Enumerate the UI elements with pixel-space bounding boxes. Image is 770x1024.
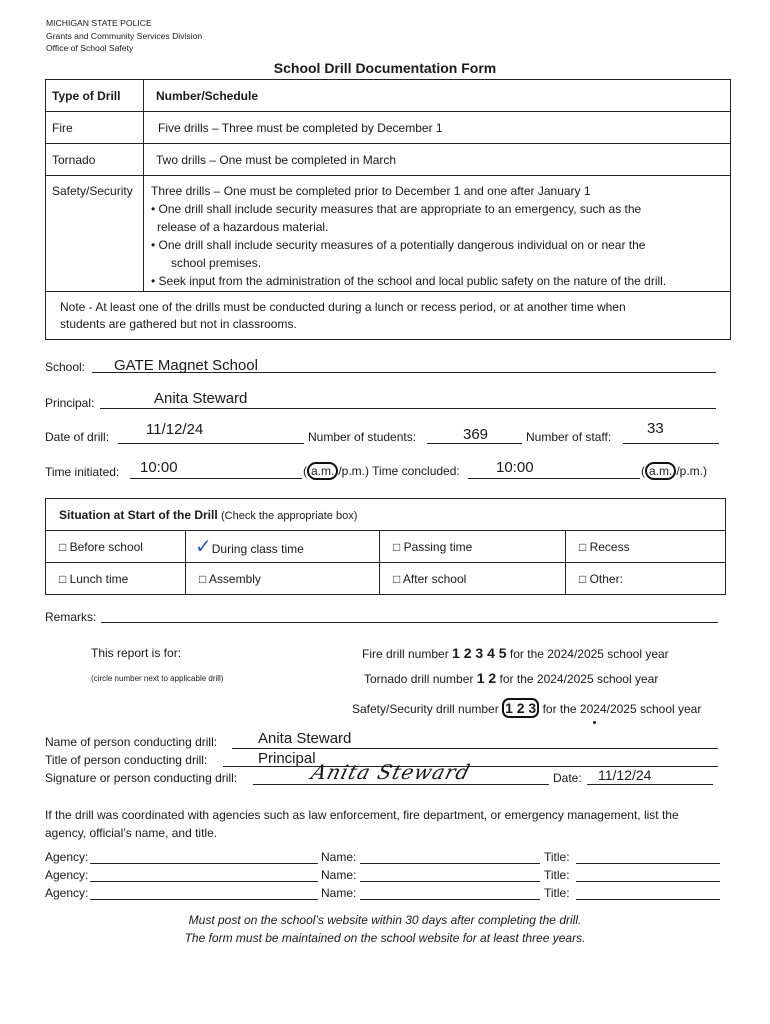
security-drill-numbers[interactable]: 1 2 3 (502, 698, 539, 718)
note-line-2: students are gathered but not in classrooms. (60, 316, 297, 331)
am-circled[interactable]: a.m. (307, 462, 338, 480)
fire-drill-numbers[interactable]: 1 2 3 4 5 (452, 645, 507, 661)
date-label: Date of drill: (45, 430, 110, 444)
title-label-1: Title: (544, 850, 570, 864)
name-label-2: Name: (321, 868, 357, 882)
security-bullet-3: • Seek input from the administration of the school and local public safety on the nature of the drill. (151, 274, 667, 288)
note-line-1: Note - At least one of the drills must be conducted during a lunch or recess period, or at another time when (60, 299, 626, 314)
students-label: Number of students: (308, 430, 417, 444)
agency-row-3 (45, 886, 88, 900)
drill-requirements-table (45, 79, 731, 340)
security-intro: Three drills – One must be completed prior to December 1 and one after January 1 (151, 184, 591, 198)
report-for-label: This report is for: (91, 646, 182, 660)
option-before-school[interactable] (46, 531, 186, 563)
pm-text-2: /p.m.) (676, 464, 708, 478)
name-input-3[interactable] (360, 899, 540, 900)
staff-line (623, 443, 719, 444)
school-input[interactable]: GATE Magnet School (114, 357, 258, 374)
footer-line-2: The form must be maintained on the school website for at least three years. (184, 931, 586, 945)
open-paren-2: ( (641, 464, 645, 478)
ink-dot (593, 721, 596, 724)
name-label-3: Name: (321, 886, 357, 900)
conductor-title-label: Title of person conducting drill: (45, 753, 208, 767)
option-after-school[interactable] (380, 563, 566, 595)
circle-hint: (circle number next to applicable drill) (91, 674, 224, 683)
option-lunch-time[interactable] (46, 563, 186, 595)
sign-date-label: Date: (553, 771, 582, 785)
col-header-type: Type of Drill (46, 80, 144, 112)
division-name: Grants and Community Services Division (46, 30, 203, 41)
fire-label: Fire (46, 112, 144, 144)
header-block (46, 17, 202, 55)
remarks-line[interactable] (101, 622, 718, 623)
conductor-name-input[interactable]: Anita Steward (258, 730, 352, 747)
title-label-2: Title: (544, 868, 570, 882)
staff-input[interactable]: 33 (647, 420, 664, 437)
situation-title: Situation at Start of the Drill (59, 507, 218, 522)
agency-intro-line-2: agency, official’s name, and title. (45, 826, 218, 840)
fire-schedule: Five drills – Three must be completed by December 1 (144, 112, 731, 144)
agency-intro-line-1: If the drill was coordinated with agencies such as law enforcement, fire department, or emergency management, list the (45, 808, 679, 822)
security-bullet-2b: school premises. (171, 256, 262, 270)
tornado-drill-prefix: Tornado drill number (364, 672, 474, 686)
option-assembly[interactable] (186, 563, 380, 595)
fire-drill-suffix: for the 2024/2025 school year (509, 647, 669, 661)
title-input-2[interactable] (576, 881, 720, 882)
agency-input-3[interactable] (90, 899, 318, 900)
agency-label: Agency: (45, 850, 89, 864)
tornado-label: Tornado (46, 144, 144, 176)
option-passing-time[interactable] (380, 531, 566, 563)
sign-date-input[interactable]: 11/12/24 (598, 767, 652, 783)
option-recess[interactable] (566, 531, 726, 563)
fire-drill-prefix: Fire drill number (362, 647, 449, 661)
agency-intro (45, 806, 679, 842)
time-init-ampm[interactable] (303, 462, 460, 480)
conductor-name-line (232, 748, 718, 749)
conductor-title-input[interactable]: Principal (258, 750, 316, 767)
situation-header (46, 499, 726, 531)
time-concl-line (468, 478, 640, 479)
signature-input[interactable]: Anita Steward (308, 760, 474, 784)
signature-label: Signature or person conducting drill: (45, 771, 238, 785)
name-input-1[interactable] (360, 863, 540, 864)
option-label: □ Before school (59, 539, 143, 554)
agency-label: Agency: (45, 886, 89, 900)
remarks-label: Remarks: (45, 610, 97, 624)
open-paren: ( (303, 464, 307, 478)
fire-drill-number-line (362, 645, 669, 661)
am-circled-2[interactable]: a.m. (645, 462, 676, 480)
footer-line-1: Must post on the school’s website within 30 days after completing the drill. (188, 913, 582, 927)
agency-row-2 (45, 868, 88, 882)
time-concl-ampm[interactable] (641, 462, 707, 480)
time-init-input[interactable]: 10:00 (140, 459, 178, 476)
principal-input[interactable]: Anita Steward (154, 390, 248, 407)
situation-table (45, 498, 726, 595)
footer-note (0, 911, 770, 947)
students-input[interactable]: 369 (463, 426, 489, 443)
option-other[interactable] (566, 563, 726, 595)
option-label: □ After school (393, 571, 467, 586)
students-line (427, 443, 522, 444)
time-init-line (130, 478, 302, 479)
situation-hint: (Check the appropriate box) (221, 509, 358, 522)
time-concl-input[interactable]: 10:00 (496, 459, 534, 476)
option-label: During class time (211, 542, 304, 556)
principal-line (100, 408, 716, 409)
option-label: □ Lunch time (59, 571, 129, 586)
note-cell (46, 292, 731, 340)
checkmark-icon: ✓ (195, 536, 212, 558)
security-bullet-2a: • One drill shall include security measures of a potentially dangerous individual on or near the (151, 238, 646, 252)
signature-line (253, 784, 549, 785)
col-header-schedule: Number/Schedule (144, 80, 731, 112)
agency-input-1[interactable] (90, 863, 318, 864)
name-label-1: Name: (321, 850, 357, 864)
security-bullet-1b: release of a hazardous material. (157, 220, 329, 234)
option-during-class[interactable] (186, 531, 380, 563)
security-drill-suffix: for the 2024/2025 school year (542, 702, 702, 716)
conductor-name-label: Name of person conducting drill: (45, 735, 218, 749)
principal-label: Principal: (45, 396, 95, 410)
title-label-3: Title: (544, 886, 570, 900)
tornado-drill-numbers[interactable]: 1 2 (476, 670, 497, 686)
office-name: Office of School Safety (46, 43, 134, 53)
school-label: School: (45, 360, 86, 374)
time-init-label: Time initiated: (45, 465, 120, 479)
name-input-2[interactable] (360, 881, 540, 882)
title-input-1[interactable] (576, 863, 720, 864)
agency-row-1 (45, 850, 88, 864)
option-label: □ Assembly (199, 571, 261, 586)
date-input[interactable]: 11/12/24 (146, 421, 204, 438)
option-label: □ Passing time (393, 539, 473, 554)
tornado-schedule: Two drills – One must be completed in March (144, 144, 731, 176)
security-drill-number-line (352, 700, 701, 716)
security-bullet-1a: • One drill shall include security measures that are appropriate to an emergency, such as the (151, 202, 642, 216)
agency-name: MICHIGAN STATE POLICE (46, 18, 152, 28)
date-line (118, 443, 304, 444)
staff-label: Number of staff: (526, 430, 612, 444)
time-between-text: /p.m.) Time concluded: (338, 464, 460, 478)
title-input-3[interactable] (576, 899, 720, 900)
security-schedule (144, 176, 731, 292)
agency-label: Agency: (45, 868, 89, 882)
tornado-drill-suffix: for the 2024/2025 school year (499, 672, 659, 686)
option-label: □ Other: (579, 571, 623, 586)
security-label: Safety/Security (46, 176, 144, 292)
agency-input-2[interactable] (90, 881, 318, 882)
security-drill-prefix: Safety/Security drill number (352, 702, 499, 716)
form-title: School Drill Documentation Form (273, 60, 497, 76)
tornado-drill-number-line (364, 670, 658, 686)
sign-date-line (587, 784, 713, 785)
option-label: □ Recess (579, 539, 630, 554)
